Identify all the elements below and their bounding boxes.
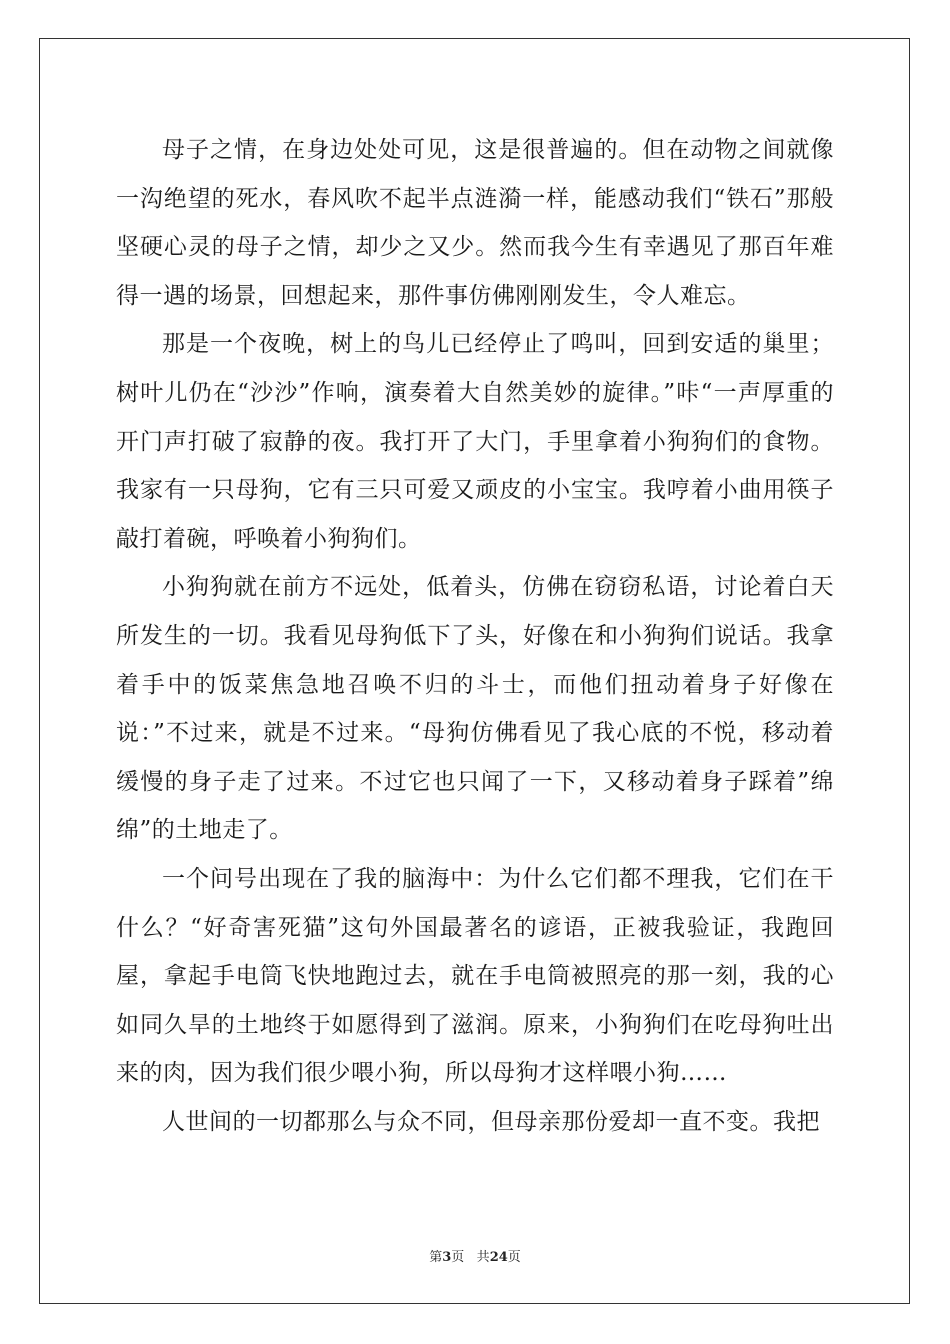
paragraph-5: 人世间的一切都那么与众不同，但母亲那份爱却一直不变。我把 (162, 1108, 820, 1135)
paragraph-3: 小狗狗就在前方不远处，低着头，仿佛在窃窃私语，讨论着白天所发生的一切。我看见母狗低下了头，好像在和小狗狗们说话。我拿着手中的饭菜焦急地召唤不归的斗士，而他们扭动着身子好像在说：”不过来，就是不过来。“母狗仿佛看见了我心底的不悦，移动着缓慢的身子走了过来。不过它也只闻了一下，又移动着身子踩着”绵绵”的土地走了。 (116, 574, 834, 844)
paragraph-4: 一个问号出现在了我的脑海中：为什么它们都不理我，它们在干什么？“好奇害死猫”这句外国最著名的谚语，正被我验证，我跑回屋，拿起手电筒飞快地跑过去，就在手电筒被照亮的那一刻，我的心如同久旱的土地终于如愿得到了滋润。原来，小狗狗们在吃母狗吐出来的肉，因为我们很少喂小狗，所以母狗才这样喂小狗…… (116, 865, 834, 1087)
footer-total-pages: 24 (489, 1250, 508, 1265)
paragraph-1: 母子之情，在身边处处可见，这是很普遍的。但在动物之间就像一沟绝望的死水，春风吹不起半点涟漪一样，能感动我们“铁石”那般坚硬心灵的母子之情，却少之又少。然而我今生有幸遇见了那百年难得一遇的场景，回想起来，那件事仿佛刚刚发生，令人难忘。 (116, 137, 834, 309)
footer-total-prefix: 共 (476, 1250, 490, 1265)
document-body (116, 126, 834, 1146)
paragraph-2: 那是一个夜晚，树上的鸟儿已经停止了鸣叫，回到安适的巢里；树叶儿仍在“沙沙”作响，演奏着大自然美妙的旋律。”咔“一声厚重的开门声打破了寂静的夜。我打开了大门，手里拿着小狗狗们的食物。我家有一只母狗，它有三只可爱又顽皮的小宝宝。我哼着小曲用筷子敲打着碗，呼唤着小狗狗们。 (116, 331, 834, 552)
footer-page-number: 3 (442, 1250, 452, 1265)
page-footer (0, 1246, 950, 1265)
footer-page-suffix: 页 (451, 1250, 465, 1265)
footer-total-suffix: 页 (507, 1250, 521, 1265)
footer-page-prefix: 第 (429, 1250, 443, 1265)
